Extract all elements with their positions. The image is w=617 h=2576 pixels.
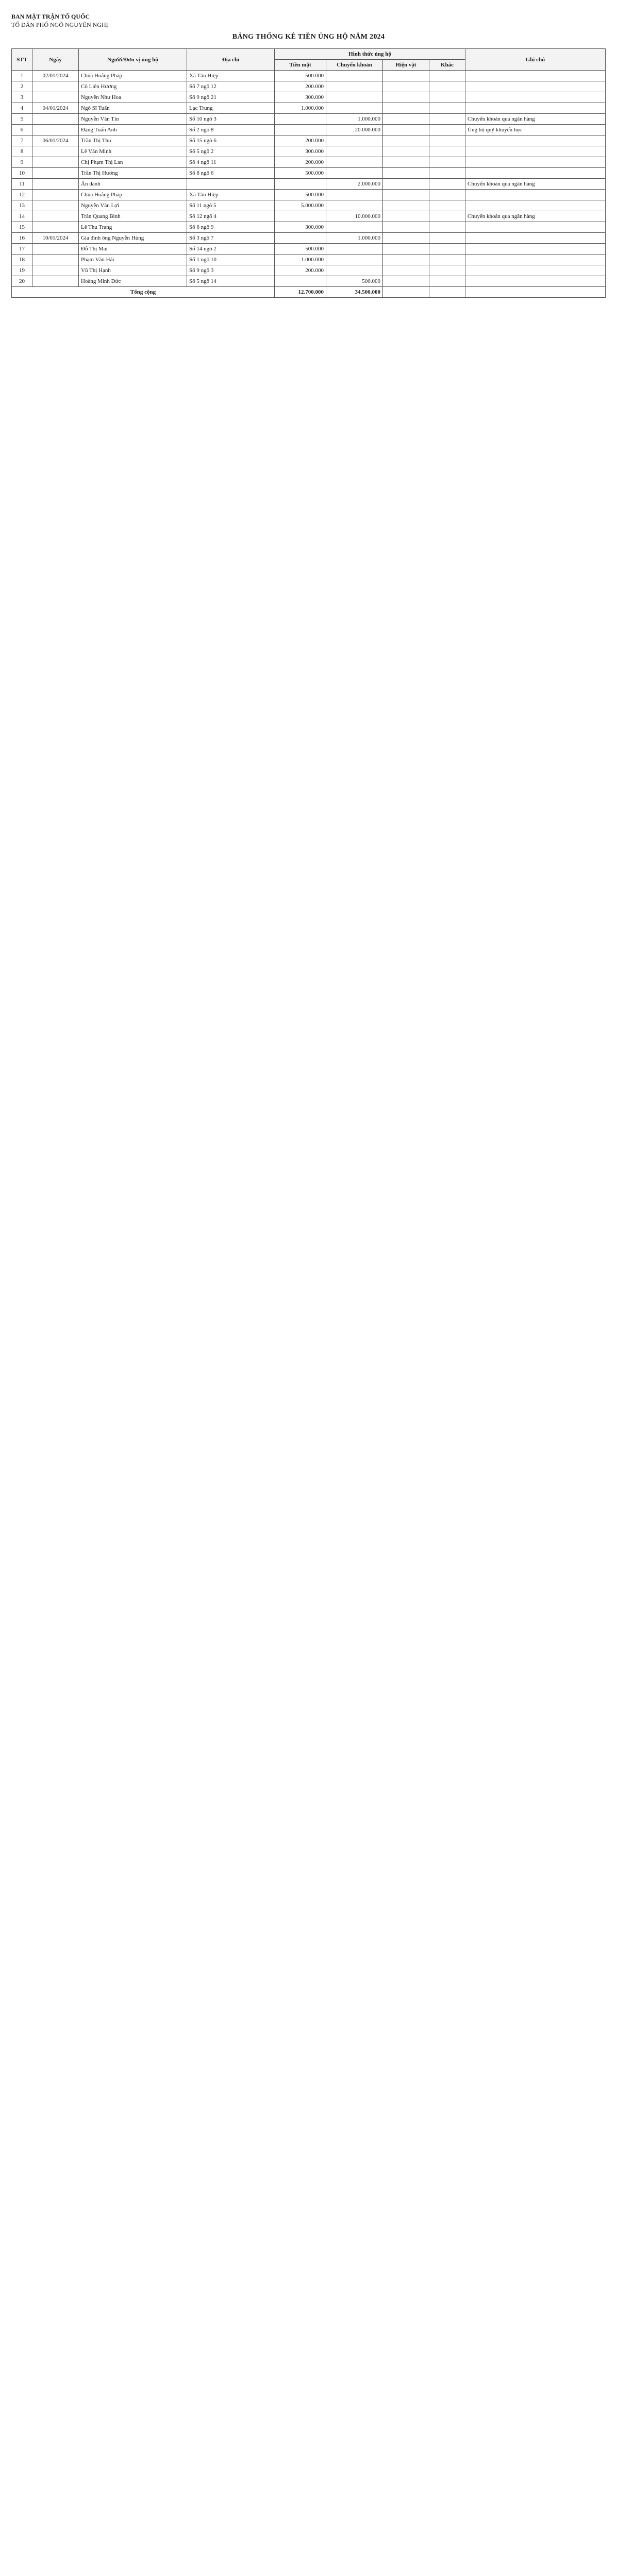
cell-in-kind [383,168,429,179]
cell-name: Nguyễn Văn Tín [79,114,187,125]
cell-transfer [326,157,383,168]
cell-note [465,244,606,255]
cell-stt: 20 [12,276,32,287]
cell-transfer [326,81,383,92]
cell-stt: 12 [12,190,32,200]
cell-address: Số 15 ngõ 6 [187,135,275,146]
cell-in-kind [383,103,429,114]
cell-other [429,244,465,255]
table-row [12,168,606,179]
cell-other [429,81,465,92]
cell-cash: 300.000 [275,146,326,157]
cell-date [32,157,79,168]
cell-cash: 200.000 [275,81,326,92]
table-row [12,114,606,125]
cell-cash: 300.000 [275,222,326,233]
cell-other [429,114,465,125]
cell-transfer [326,168,383,179]
cell-transfer: 10.000.000 [326,211,383,222]
cell-transfer [326,244,383,255]
cell-address: Số 6 ngõ 9 [187,222,275,233]
table-row [12,265,606,276]
cell-note [465,168,606,179]
cell-name: Ngô Sĩ Tuấn [79,103,187,114]
table-row [12,125,606,135]
cell-date [32,125,79,135]
total-transfer: 34.500.000 [326,287,383,298]
cell-in-kind [383,276,429,287]
cell-stt: 18 [12,255,32,265]
cell-cash: 1.000.000 [275,255,326,265]
cell-stt: 13 [12,200,32,211]
table-row [12,276,606,287]
cell-name: Phạm Văn Hải [79,255,187,265]
total-cash: 12.700.000 [275,287,326,298]
cell-date [32,190,79,200]
cell-other [429,255,465,265]
cell-cash: 1.000.000 [275,103,326,114]
cell-address: Số 14 ngõ 2 [187,244,275,255]
table-row [12,157,606,168]
cell-cash: 500.000 [275,71,326,81]
cell-date [32,265,79,276]
cell-other [429,157,465,168]
cell-date [32,255,79,265]
cell-stt: 9 [12,157,32,168]
cell-other [429,276,465,287]
cell-transfer [326,222,383,233]
cell-date: 10/01/2024 [32,233,79,244]
cell-in-kind [383,211,429,222]
cell-note [465,222,606,233]
cell-stt: 2 [12,81,32,92]
cell-cash: 500.000 [275,190,326,200]
cell-transfer [326,200,383,211]
cell-transfer [326,135,383,146]
cell-name: Nguyễn Văn Lợi [79,200,187,211]
cell-stt: 4 [12,103,32,114]
cell-name: Gia đình ông Nguyễn Hùng [79,233,187,244]
cell-in-kind [383,179,429,190]
col-name: Người/Đơn vị ủng hộ [79,49,187,71]
cell-address: Xã Tân Hiệp [187,190,275,200]
cell-address: Lạc Trung [187,103,275,114]
cell-address: Số 9 ngõ 3 [187,265,275,276]
cell-address: Số 1 ngõ 10 [187,255,275,265]
total-row [12,287,606,298]
cell-in-kind [383,92,429,103]
cell-name: Trần Thị Hương [79,168,187,179]
cell-in-kind [383,190,429,200]
organization-header [11,12,606,29]
cell-transfer [326,146,383,157]
cell-name: Chùa Hoằng Pháp [79,71,187,81]
donation-table [11,48,606,298]
table-row [12,81,606,92]
cell-stt: 14 [12,211,32,222]
cell-cash: 300.000 [275,92,326,103]
cell-date [32,81,79,92]
cell-cash: 200.000 [275,157,326,168]
cell-name: Cô Liên Hương [79,81,187,92]
cell-in-kind [383,244,429,255]
col-note: Ghi chú [465,49,606,71]
cell-name: Lê Văn Minh [79,146,187,157]
cell-other [429,71,465,81]
table-body [12,71,606,287]
cell-other [429,92,465,103]
cell-cash: 5.000.000 [275,200,326,211]
cell-in-kind [383,146,429,157]
cell-date [32,146,79,157]
cell-address: Số 4 ngõ 11 [187,157,275,168]
cell-address: Số 5 ngõ 2 [187,146,275,157]
cell-in-kind [383,265,429,276]
cell-note [465,103,606,114]
cell-name: Ẩn danh [79,179,187,190]
cell-stt: 17 [12,244,32,255]
cell-transfer: 2.000.000 [326,179,383,190]
cell-note [465,135,606,146]
table-row [12,146,606,157]
cell-name: Đặng Tuấn Anh [79,125,187,135]
cell-other [429,200,465,211]
cell-other [429,222,465,233]
cell-date: 06/01/2024 [32,135,79,146]
cell-in-kind [383,233,429,244]
cell-cash [275,125,326,135]
cell-address: Số 3 ngõ 7 [187,233,275,244]
cell-stt: 3 [12,92,32,103]
cell-stt: 7 [12,135,32,146]
cell-stt: 19 [12,265,32,276]
cell-stt: 5 [12,114,32,125]
cell-in-kind [383,255,429,265]
table-row [12,255,606,265]
cell-note [465,276,606,287]
cell-other [429,168,465,179]
cell-transfer [326,265,383,276]
total-in-kind [383,287,429,298]
cell-note [465,200,606,211]
table-row [12,200,606,211]
cell-name: Chùa Hoằng Pháp [79,190,187,200]
cell-date [32,179,79,190]
cell-address: Số 11 ngõ 5 [187,200,275,211]
cell-cash: 200.000 [275,265,326,276]
cell-stt: 11 [12,179,32,190]
table-row [12,222,606,233]
cell-note [465,71,606,81]
cell-name: Lê Thu Trang [79,222,187,233]
table-row [12,211,606,222]
cell-address: Số 9 ngõ 21 [187,92,275,103]
cell-name: Trần Thị Thu [79,135,187,146]
cell-cash: 500.000 [275,168,326,179]
cell-other [429,190,465,200]
cell-address: Số 12 ngõ 4 [187,211,275,222]
cell-in-kind [383,157,429,168]
cell-cash [275,276,326,287]
cell-date: 04/01/2024 [32,103,79,114]
cell-transfer [326,92,383,103]
table-row [12,179,606,190]
cell-address [187,179,275,190]
cell-name: Trần Quang Bình [79,211,187,222]
cell-in-kind [383,200,429,211]
cell-transfer [326,255,383,265]
table-row [12,244,606,255]
total-note [465,287,606,298]
cell-transfer: 1.000.000 [326,114,383,125]
col-other: Khác [429,60,465,71]
cell-transfer [326,71,383,81]
cell-other [429,233,465,244]
cell-other [429,211,465,222]
cell-name: Nguyễn Như Hoa [79,92,187,103]
table-row [12,71,606,81]
org-line-2: TỔ DÂN PHỐ NGÕ NGUYÊN NGHỊ [11,21,108,28]
cell-address: Số 7 ngõ 12 [187,81,275,92]
cell-note [465,157,606,168]
total-other [429,287,465,298]
cell-transfer: 1.000.000 [326,233,383,244]
cell-note [465,265,606,276]
table-header-row [12,49,606,60]
cell-note [465,146,606,157]
cell-stt: 8 [12,146,32,157]
cell-other [429,179,465,190]
cell-in-kind [383,125,429,135]
cell-address: Số 10 ngõ 3 [187,114,275,125]
cell-stt: 16 [12,233,32,244]
cell-note [465,190,606,200]
cell-note [465,81,606,92]
cell-other [429,146,465,157]
cell-transfer: 500.000 [326,276,383,287]
cell-cash [275,114,326,125]
cell-date [32,276,79,287]
cell-note [465,92,606,103]
cell-cash [275,179,326,190]
cell-name: Chị Phạm Thị Lan [79,157,187,168]
cell-in-kind [383,71,429,81]
table-row [12,190,606,200]
cell-other [429,125,465,135]
cell-date [32,200,79,211]
cell-in-kind [383,81,429,92]
document-title: BẢNG THỐNG KÊ TIỀN ỦNG HỘ NĂM 2024 [232,33,385,41]
cell-address: Xã Tân Hiệp [187,71,275,81]
cell-in-kind [383,114,429,125]
cell-date: 02/01/2024 [32,71,79,81]
cell-address: Số 8 ngõ 6 [187,168,275,179]
table-row [12,135,606,146]
cell-other [429,135,465,146]
cell-transfer [326,190,383,200]
cell-transfer: 20.000.000 [326,125,383,135]
cell-cash [275,211,326,222]
col-cash: Tiền mặt [275,60,326,71]
col-address: Địa chỉ [187,49,275,71]
org-line-1: BAN MẶT TRẬN TỔ QUỐC [11,13,90,20]
cell-date [32,211,79,222]
cell-name: Hoàng Minh Đức [79,276,187,287]
col-in-kind: Hiện vật [383,60,429,71]
cell-note [465,233,606,244]
cell-name: Vũ Thị Hạnh [79,265,187,276]
cell-other [429,265,465,276]
cell-note: Chuyển khoản qua ngân hàng [465,211,606,222]
cell-date [32,222,79,233]
col-group-form: Hình thức ủng hộ [275,49,465,60]
cell-date [32,92,79,103]
cell-transfer [326,103,383,114]
cell-stt: 1 [12,71,32,81]
col-transfer: Chuyển khoản [326,60,383,71]
table-row [12,92,606,103]
cell-cash [275,233,326,244]
cell-stt: 15 [12,222,32,233]
cell-in-kind [383,135,429,146]
cell-date [32,244,79,255]
table-row [12,103,606,114]
cell-in-kind [383,222,429,233]
table-row [12,233,606,244]
cell-note [465,255,606,265]
cell-name: Đỗ Thị Mai [79,244,187,255]
cell-stt: 10 [12,168,32,179]
cell-stt: 6 [12,125,32,135]
total-label: Tổng cộng [12,287,275,298]
cell-address: Số 2 ngõ 8 [187,125,275,135]
col-stt: STT [12,49,32,71]
cell-date [32,168,79,179]
cell-note: Chuyển khoản qua ngân hàng [465,179,606,190]
cell-note: Chuyển khoản qua ngân hàng [465,114,606,125]
cell-note: Ủng hộ quỹ khuyến học [465,125,606,135]
cell-cash: 200.000 [275,135,326,146]
cell-cash: 500.000 [275,244,326,255]
cell-other [429,103,465,114]
cell-address: Số 5 ngõ 14 [187,276,275,287]
col-date: Ngày [32,49,79,71]
cell-date [32,114,79,125]
